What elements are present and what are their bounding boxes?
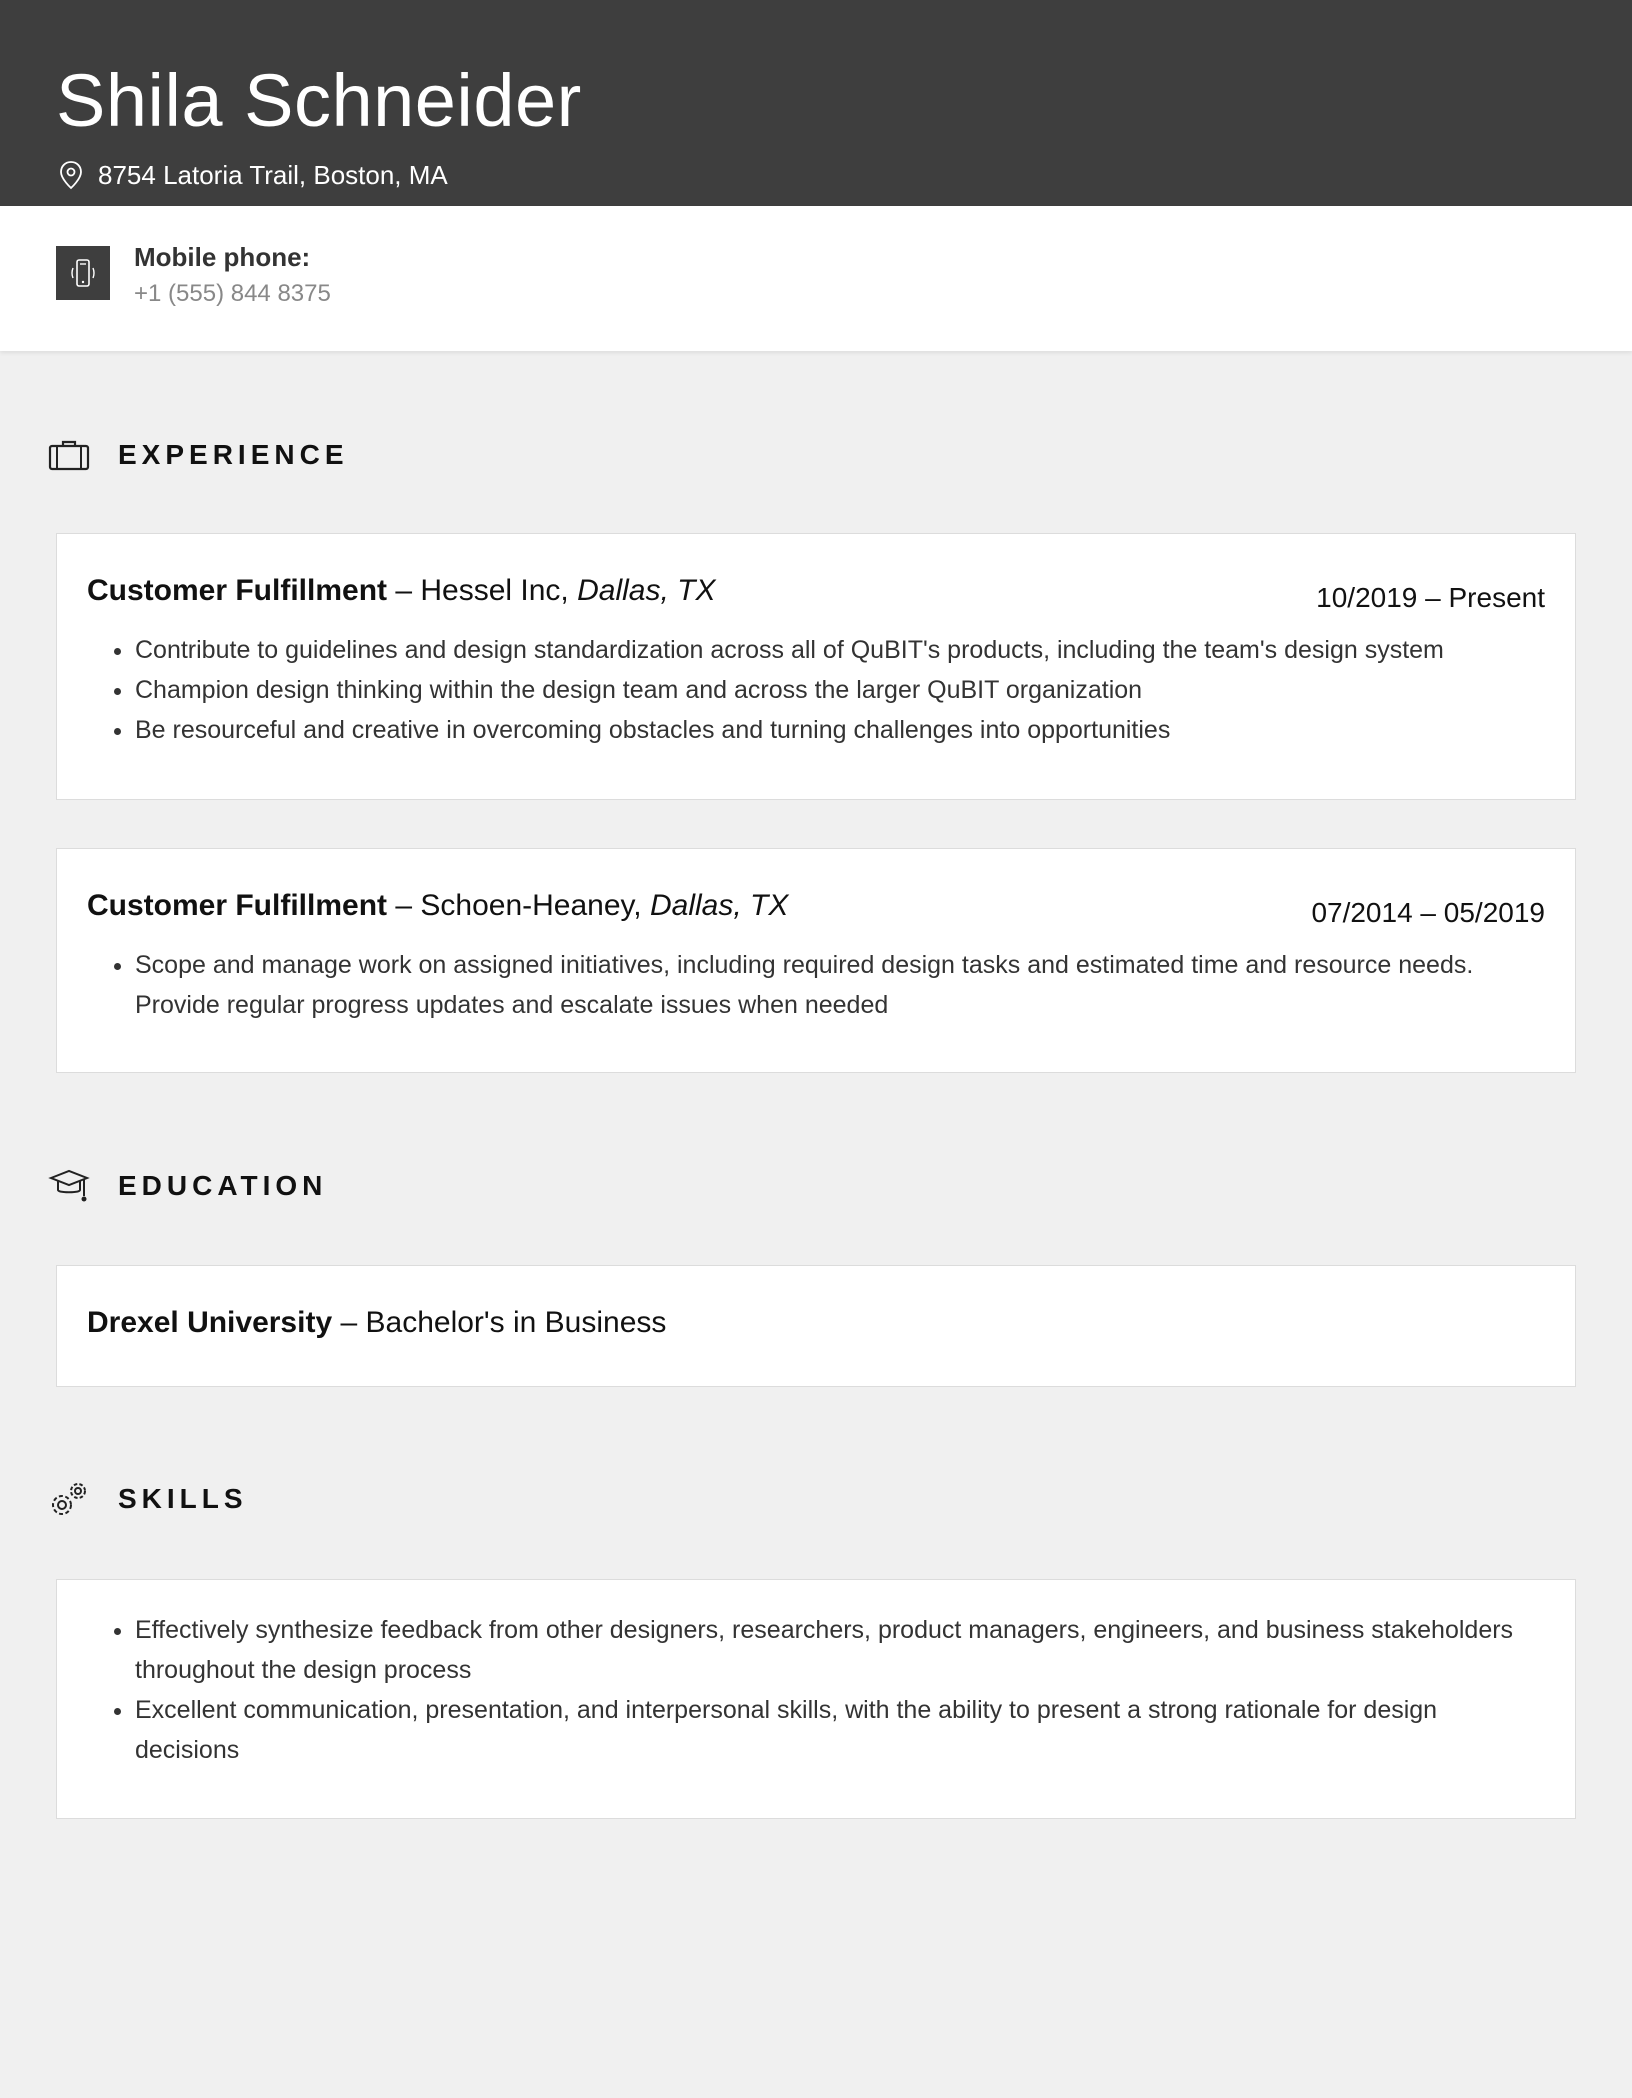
job-dates: 10/2019 – Present xyxy=(1316,582,1545,613)
contact-bar xyxy=(0,206,1632,351)
phone-number[interactable]: +1 (555) 844 8375 xyxy=(134,280,331,307)
company-name: Hessel Inc, xyxy=(420,574,569,607)
gears-icon xyxy=(48,1479,90,1519)
job-bullets xyxy=(135,630,1545,750)
skills-bullets xyxy=(135,1610,1545,1770)
school-name: Drexel University xyxy=(87,1306,333,1339)
degree: Bachelor's in Business xyxy=(365,1306,667,1339)
skills-title: SKILLS xyxy=(118,1483,248,1514)
experience-card-2 xyxy=(56,848,1576,1073)
address-line xyxy=(56,157,448,193)
job-role: Customer Fulfillment xyxy=(87,889,388,922)
skills-card xyxy=(56,1579,1576,1819)
graduation-cap-icon xyxy=(48,1166,90,1206)
list-item: • Effectively synthesize feedback from other designers, researchers, product managers, engineers, and business stakeholders throughout the design process xyxy=(135,1610,1545,1690)
list-item: • Be resourceful and creative in overcoming obstacles and turning challenges into opportunities xyxy=(135,710,1545,750)
map-pin-icon xyxy=(56,159,86,191)
list-item: • Excellent communication, presentation, and interpersonal skills, with the ability to present a strong rationale for design decisions xyxy=(135,1690,1545,1770)
education-line xyxy=(87,1306,666,1340)
job-location: Dallas, TX xyxy=(577,574,716,607)
job-dates: 07/2014 – 05/2019 xyxy=(1311,897,1545,928)
job-location: Dallas, TX xyxy=(649,889,789,922)
job-title-line xyxy=(87,889,788,923)
company-name: Schoen-Heaney, xyxy=(420,889,642,922)
address-text: 8754 Latoria Trail, Boston, MA xyxy=(98,159,448,190)
resume-header xyxy=(0,0,1632,206)
experience-card-1 xyxy=(56,533,1576,800)
separator: – xyxy=(332,1306,366,1339)
phone-label: Mobile phone: xyxy=(134,242,311,272)
education-card xyxy=(56,1265,1576,1387)
skills-section-header xyxy=(48,1479,248,1519)
job-role: Customer Fulfillment xyxy=(87,574,388,607)
job-title-line xyxy=(87,574,715,608)
experience-title: EXPERIENCE xyxy=(118,439,349,470)
separator: – xyxy=(387,889,421,922)
list-item: • Champion design thinking within the design team and across the larger QuBIT organization xyxy=(135,670,1545,710)
briefcase-icon xyxy=(48,435,90,475)
education-section-header xyxy=(48,1166,327,1206)
education-title: EDUCATION xyxy=(118,1170,328,1201)
list-item: • Contribute to guidelines and design standardization across all of QuBIT's products, including the team's design system xyxy=(135,630,1545,670)
candidate-name: Shila Schneider xyxy=(56,59,582,142)
experience-section-header xyxy=(48,435,349,475)
separator: – xyxy=(387,574,421,607)
job-bullets xyxy=(135,945,1545,1025)
mobile-phone-icon xyxy=(56,246,110,300)
list-item: • Scope and manage work on assigned initiatives, including required design tasks and estimated time and resource needs. Provide regular progress updates and escalate issues when needed xyxy=(135,945,1545,1025)
